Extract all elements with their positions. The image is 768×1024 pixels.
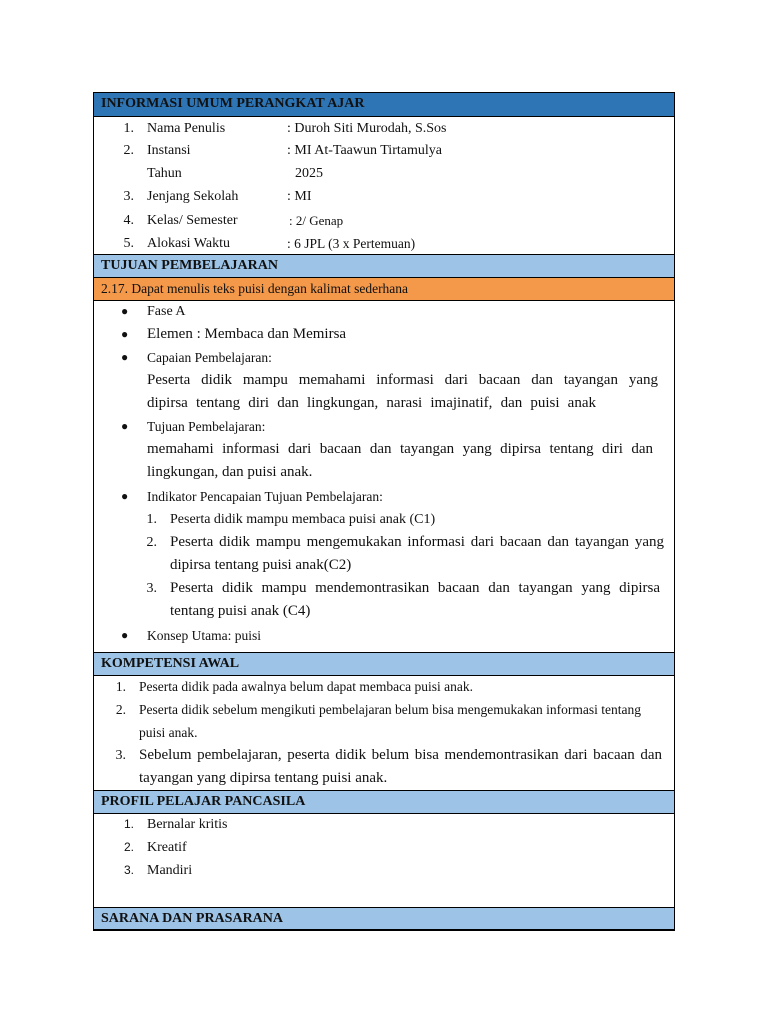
tujuan-label: Tujuan Pembelajaran: [147, 419, 266, 434]
profil-num: 3. [123, 863, 134, 877]
kompetensi-3 [94, 744, 674, 767]
kompetensi-line: tayangan yang dipirsa tentang puisi anak. [139, 770, 388, 786]
profil-text: Mandiri [147, 863, 193, 878]
indikator-num: 1. [146, 512, 157, 527]
konsep-text: Konsep Utama: puisi [147, 628, 261, 643]
indikator-num: 3. [146, 581, 157, 596]
indikator-text: Peserta didik mampu mendemontrasikan bacaan dan tayangan yang dipirsa [170, 580, 660, 596]
fase-text: Fase A [147, 304, 186, 319]
profil-text: Kreatif [147, 840, 187, 855]
kompetensi-text: Peserta didik sebelum mengikuti pembelajaran belum bisa mengemukakan informasi tentang [139, 702, 641, 717]
info-label: Kelas/ Semester [147, 213, 238, 228]
tujuan-item [94, 415, 674, 438]
indikator-1 [94, 508, 674, 531]
konsep-item [94, 624, 674, 647]
bullet-icon: ● [121, 489, 129, 503]
kompetensi-line: puisi anak. [139, 725, 198, 740]
info-row-penulis [94, 117, 674, 140]
elemen-text: Elemen : Membaca dan Memirsa [147, 326, 347, 342]
info-row-alokasi [94, 232, 674, 255]
bullet-icon: ● [121, 327, 129, 341]
info-label: Instansi [147, 143, 191, 158]
kompetensi-header: KOMPETENSI AWAL [94, 652, 674, 676]
info-value: : Duroh Siti Murodah, S.Sos [287, 121, 447, 136]
info-value: 2025 [295, 166, 323, 181]
kompetensi-num: 3. [115, 748, 126, 763]
info-value: : MI [287, 189, 312, 204]
profil-item [94, 859, 674, 882]
info-row-tahun [94, 162, 674, 185]
info-value: : 6 JPL (3 x Pertemuan) [287, 236, 416, 251]
bullet-icon: ● [121, 628, 129, 642]
indikator-item [94, 485, 674, 508]
lesson-plan-table [93, 92, 675, 931]
bullet-icon: ● [121, 350, 129, 364]
elemen-item [94, 323, 674, 346]
profil-item [94, 836, 674, 859]
profil-section [94, 814, 674, 907]
info-row-kelas [94, 209, 674, 232]
indikator-num: 2. [146, 535, 157, 550]
info-num: 3. [123, 189, 134, 204]
info-num: 1. [123, 121, 134, 136]
profil-text: Bernalar kritis [147, 817, 228, 832]
info-section [94, 117, 674, 254]
kompetensi-section [94, 676, 674, 790]
indikator-line: tentang puisi anak (C4) [170, 603, 311, 619]
indikator-2 [94, 531, 674, 554]
info-header: INFORMASI UMUM PERANGKAT AJAR [94, 93, 674, 117]
profil-header: PROFIL PELAJAR PANCASILA [94, 790, 674, 814]
tujuan-line: lingkungan, dan puisi anak. [147, 464, 313, 480]
indikator-label: Indikator Pencapaian Tujuan Pembelajaran: [147, 489, 383, 504]
info-label: Tahun [147, 166, 182, 181]
info-row-instansi [94, 139, 674, 162]
capaian-line: Peserta didik mampu memahami informasi dari bacaan dan tayangan yang [147, 372, 658, 388]
info-label: Nama Penulis [147, 121, 226, 136]
info-value: : MI At-Taawun Tirtamulya [287, 143, 442, 158]
profil-num: 1. [123, 817, 134, 831]
capaian-label: Capaian Pembelajaran: [147, 350, 272, 365]
fase-item [94, 300, 674, 323]
info-num: 5. [123, 236, 134, 251]
info-num: 4. [123, 213, 134, 228]
tujuan-header: TUJUAN PEMBELAJARAN [94, 254, 674, 278]
tujuan-line: memahami informasi dari bacaan dan tayangan yang dipirsa tentang diri dan [147, 441, 653, 457]
capaian-line: dipirsa tentang diri dan lingkungan, narasi imajinatif, dan puisi anak [147, 395, 596, 411]
profil-num: 2. [123, 840, 134, 854]
info-row-jenjang [94, 185, 674, 208]
indikator-3 [94, 577, 674, 600]
indikator-line: dipirsa tentang puisi anak(C2) [170, 557, 352, 573]
indikator-text: Peserta didik mampu membaca puisi anak (C1) [170, 512, 436, 527]
profil-item [94, 813, 674, 836]
info-label: Jenjang Sekolah [147, 189, 239, 204]
tujuan-section [94, 301, 674, 652]
kompetensi-num: 2. [115, 702, 126, 717]
kompetensi-1 [94, 675, 674, 698]
info-value: : 2/ Genap [289, 213, 344, 228]
kompetensi-2 [94, 698, 674, 721]
tujuan-highlight: 2.17. Dapat menulis teks puisi dengan kalimat sederhana [94, 278, 674, 301]
indikator-text: Peserta didik mampu mengemukakan informasi dari bacaan dan tayangan yang [170, 534, 664, 550]
bullet-icon: ● [121, 304, 129, 318]
kompetensi-num: 1. [115, 679, 126, 694]
info-label: Alokasi Waktu [147, 236, 230, 251]
bullet-icon: ● [121, 419, 129, 433]
kompetensi-text: Sebelum pembelajaran, peserta didik belum bisa mendemontrasikan dari bacaan dan [139, 747, 662, 763]
capaian-item [94, 346, 674, 369]
info-num: 2. [123, 143, 134, 158]
sarana-header: SARANA DAN PRASARANA [94, 907, 674, 930]
kompetensi-text: Peserta didik pada awalnya belum dapat membaca puisi anak. [139, 679, 474, 694]
